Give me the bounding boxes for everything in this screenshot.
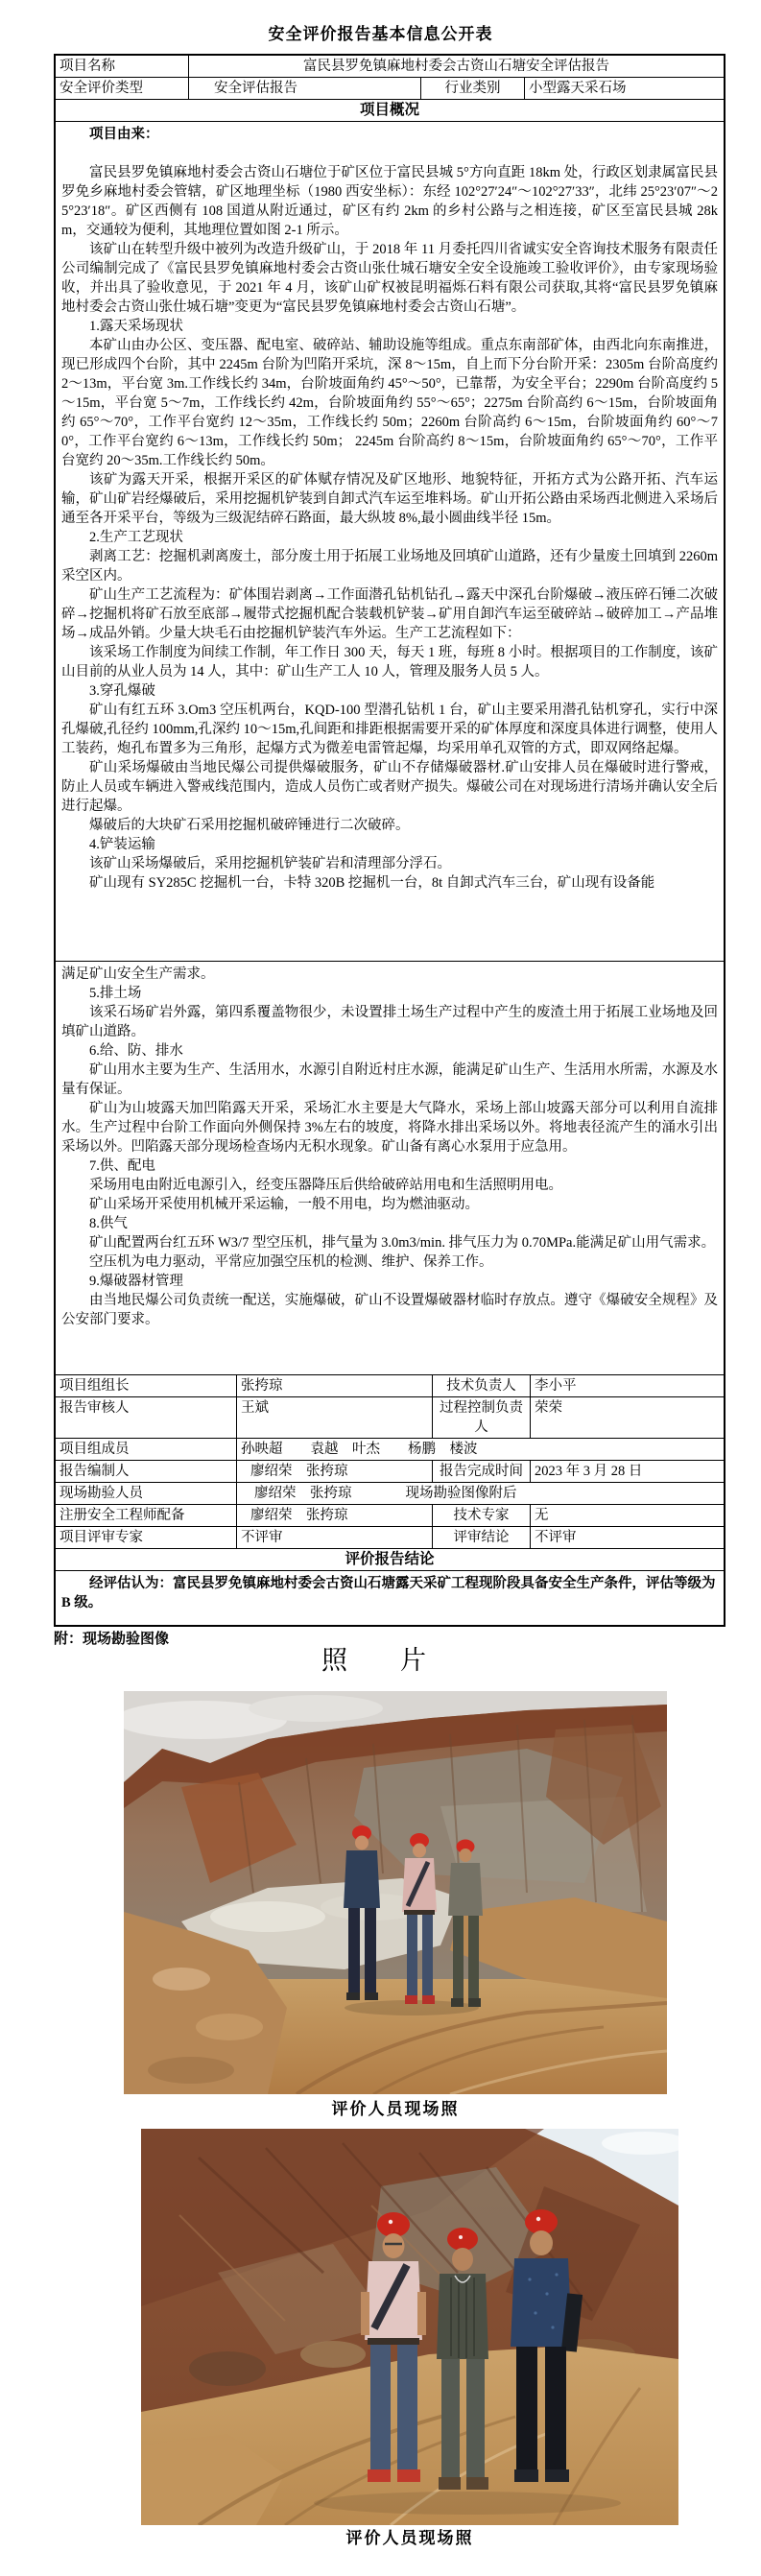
eval-type-value: 安全评估报告 <box>188 78 420 99</box>
table-row <box>56 1374 724 1396</box>
overview-paragraph: 空压机为电力驱动，平常应加强空压机的检测、维护、保养工作。 <box>89 1254 493 1270</box>
overview-paragraph: 4.铲装运输 <box>89 837 155 852</box>
team-members-label: 项目组成员 <box>59 1442 130 1457</box>
table-row <box>56 1438 724 1460</box>
attachment-note: 附：现场勘验图像 <box>54 1632 170 1647</box>
report-date-label: 报告完成时间 <box>432 1461 530 1482</box>
overview-paragraph: 矿山配置两台红五环 W3/7 型空压机，排气量为 3.0m3/min. 排气压力为 0.70MPa.能满足矿山用气需求。 <box>89 1235 716 1251</box>
overview-paragraph: 富民县罗免镇麻地村委会古资山石塘位于矿区位于富民县城 5°方向直距 18km 处，行政区划隶属富民县罗免乡麻地村委会管辖，矿区地理坐标（1980 西安坐标）：东经 102°27′24″～102°27′33″，北纬 25°23′07″～25°23′18″。矿区西侧有 108 国道从附近通过，矿区有约 2km 的乡村公路与之相连接，矿区至富民县城 28km，交通较为便利，其地理位置如图 2-1 所示。 <box>61 165 718 238</box>
photos-heading: 照 片 <box>321 1646 440 1675</box>
overview-paragraph: 本矿山由办公区、变压器、配电室、破碎站、辅助设施等组成。重点东南部矿体，由西北向东南推进，现已形成四个台阶，其中 2245m 台阶为凹陷开采坑，深 8～15m，自上而下分台阶开采：2305m 台阶高度约 2～13m，平台宽 3m.工作线长约 34m，台阶坡面角约 45°～50°，已靠帮，为安全平台；2290m 台阶高度约 5～15m，平台宽 5～7m，工作线长约 42m，台阶坡面角约 55°～65°；2275m 台阶高约 6～15m，台阶坡面角约 65°～70°，工作平台宽约 12～35m，工作线长约 50m；2260m 台阶高约 6～15m，台阶坡面角约 60°～70°，工作平台宽约 6～13m，工作线长约 50m； 2245m 台阶高约 8～15m，台阶坡面角约 65°～70°，工作平台宽约 20～35m.工作线长约 50m。 <box>61 338 718 468</box>
overview-section-header: 项目概况 <box>359 102 419 118</box>
overview-paragraph: 剥离工艺：挖掘机剥离废土，部分废土用于拓展工业场地及回填矿山道路，还有少量废土回填到 2260m 采空区内。 <box>61 549 718 584</box>
table-row <box>56 1460 724 1482</box>
overview-paragraph: 9.爆破器材管理 <box>89 1274 183 1289</box>
overview-paragraph: 矿山用水主要为生产、生活用水，水源引自附近村庄水源，能满足矿山生产、生活用水所需，水源及水量有保证。 <box>61 1062 718 1097</box>
report-author-label: 报告编制人 <box>59 1464 130 1479</box>
team-leader-label: 项目组组长 <box>59 1378 130 1394</box>
project-name-label: 项目名称 <box>59 59 115 74</box>
overview-paragraph: 5.排土场 <box>89 986 142 1001</box>
overview-paragraph: 矿山现有 SY285C 挖掘机一台，卡特 320B 挖掘机一台，8t 自卸式汽车三台，矿山现有设备能 <box>89 875 655 891</box>
review-conclusion-value: 不评审 <box>530 1527 724 1548</box>
overview-paragraph: 该矿为露天开采，根据开采区的矿体赋存情况及矿区地形、地貌特征，开拓方式为公路开拓、汽车运输，矿山矿岩经爆破后，采用挖掘机铲装到自卸式汽车运至堆料场。矿山开拓公路由采场西北侧进入采场后通至各开采平台，等级为三级泥结碎石路面，最大纵坡 8%,最小圆曲线半径 15m。 <box>61 472 718 526</box>
tech-expert-label: 技术专家 <box>432 1505 530 1526</box>
project-name-value: 富民县罗免镇麻地村委会古资山石塘安全评估报告 <box>188 56 724 77</box>
review-conclusion-label: 评审结论 <box>432 1527 530 1548</box>
overview-paragraph: 矿山采场爆破由当地民爆公司提供爆破服务，矿山不存储爆破器材.矿山安排人员在爆破时进行警戒，防止人员或车辆进入警戒线范围内，造成人员伤亡或者财产损失。爆破公司在对现场进行清场并确认安全后进行起爆。 <box>61 760 718 814</box>
evaluators-photo-illustration <box>141 2129 678 2525</box>
site-survey-note: 现场勘验图像附后 <box>405 1486 517 1501</box>
overview-paragraph: 满足矿山安全生产需求。 <box>61 966 215 982</box>
site-survey-photo-quarry <box>124 1691 667 2094</box>
overview-paragraph: 7.供、配电 <box>89 1158 155 1174</box>
overview-paragraph: 矿山有红五环 3.Om3 空压机两台，KQD-100 型潜孔钻机 1 台，矿山主要采用潜孔钻机穿孔，实行中深孔爆破,孔径约 100mm,孔深约 10～15m,孔间距和排距根据需要开采的矿体厚度和深度具体进行调整，使用人工装药，炮孔布置多为三角形，起爆方式为微差电雷管起爆，均采用单孔双管的方式，即双网络起爆。 <box>61 703 718 756</box>
table-row <box>56 1504 724 1526</box>
industry-label: 行业类别 <box>420 78 524 99</box>
site-survey-label: 现场勘验人员 <box>59 1486 143 1501</box>
conclusion-cell <box>56 1571 724 1625</box>
report-reviewer-label: 报告审核人 <box>59 1400 130 1416</box>
overview-paragraph: 由当地民爆公司负责统一配送，实施爆破，矿山不设置爆破器材临时存放点。遵守《爆破安全规程》及公安部门要求。 <box>61 1293 718 1327</box>
report-info-table <box>54 54 725 1627</box>
quarry-panorama-illustration <box>124 1691 667 2094</box>
conclusion-section-header: 评价报告结论 <box>345 1551 435 1567</box>
origin-label: 项目由来： <box>89 127 159 142</box>
process-control-label: 过程控制负责人 <box>432 1397 530 1438</box>
overview-paragraph: 8.供气 <box>89 1216 128 1231</box>
table-row <box>56 121 724 961</box>
safety-engineer-label: 注册安全工程师配备 <box>59 1508 185 1523</box>
overview-paragraph: 采场用电由附近电源引入，经变压器降压后供给破碎站用电和生活照明用电。 <box>89 1178 562 1193</box>
site-survey-value: 廖绍荣 张挎琼 <box>254 1486 352 1501</box>
photo-caption: 评价人员现场照 <box>331 2100 460 2118</box>
overview-paragraph: 3.穿孔爆破 <box>89 683 155 699</box>
team-leader-value: 张挎琼 <box>236 1375 432 1396</box>
overview-paragraph: 1.露天采场现状 <box>89 319 183 334</box>
site-survey-value-cell <box>236 1483 724 1504</box>
table-row <box>56 1526 724 1548</box>
conclusion-text: 经评估认为：富民县罗免镇麻地村委会古资山石塘露天采矿工程现阶段具备安全生产条件，评估等级为 B 级。 <box>61 1576 716 1610</box>
safety-engineer-value: 廖绍荣 张挎琼 <box>236 1505 432 1526</box>
report-reviewer-value: 王斌 <box>236 1397 432 1438</box>
tech-expert-value: 无 <box>530 1505 724 1526</box>
process-control-value: 荣荣 <box>530 1397 724 1438</box>
table-row <box>56 77 724 99</box>
tech-lead-label: 技术负责人 <box>432 1375 530 1396</box>
table-row <box>56 961 724 1374</box>
overview-paragraph: 该矿山采场爆破后，采用挖掘机铲装矿岩和清理部分浮石。 <box>89 856 451 871</box>
overview-paragraph: 该采石场矿岩外露，第四系覆盖物很少，未设置排土场生产过程中产生的废渣土用于拓展工业场地及回填矿山道路。 <box>61 1005 718 1039</box>
table-row <box>56 99 724 121</box>
overview-paragraph: 6.给、防、排水 <box>89 1043 183 1059</box>
report-author-value: 廖绍荣 张挎琼 <box>236 1461 432 1482</box>
table-row <box>56 1548 724 1570</box>
table-row <box>56 1396 724 1438</box>
overview-paragraph: 矿山采场开采使用机械开采运输，一般不用电，均为燃油驱动。 <box>89 1197 479 1212</box>
photo-caption: 评价人员现场照 <box>345 2529 474 2547</box>
tech-lead-value: 李小平 <box>530 1375 724 1396</box>
overview-paragraph: 该矿山在转型升级中被列为改造升级矿山，于 2018 年 11 月委托四川省诚实安全咨询技术服务有限责任公司编制完成了《富民县罗免镇麻地村委会古资山张仕城石塘安全安全设施竣工验收评价》，由专家现场验收，并出具了验收意见，于 2021 年 4 月，该矿山矿权被昆明福烁石料有限公司获取,其将“富民县罗免镇麻地村委会古资山张仕城石塘”变更为“富民县罗免镇麻地村委会古资山石塘”。 <box>61 242 718 315</box>
review-expert-value: 不评审 <box>236 1527 432 1548</box>
overview-paragraph: 爆破后的大块矿石采用挖掘机破碎锤进行二次破碎。 <box>89 818 410 833</box>
table-row <box>56 1482 724 1504</box>
overview-content-part1 <box>56 122 724 961</box>
overview-content-part2 <box>56 962 724 1374</box>
overview-paragraph: 矿山为山坡露天加凹陷露天开采，采场汇水主要是大气降水，采场上部山坡露天部分可以利用自流排水。生产过程中台阶工作面向外侧保持 3%左右的坡度，将降水排出采场以外。将地表径流产生的涌水引出采场以外。凹陷露天部分现场检查场内无积水现象。矿山备有离心水泵用于应急用。 <box>61 1101 718 1155</box>
team-members-value: 孙映超 袁越 叶杰 杨鹏 楼波 <box>236 1439 724 1460</box>
table-row <box>56 56 724 77</box>
report-date-value: 2023 年 3 月 28 日 <box>530 1461 724 1482</box>
review-expert-label: 项目评审专家 <box>59 1530 143 1545</box>
page-title: 安全评价报告基本信息公开表 <box>268 25 493 43</box>
industry-value: 小型露天采石场 <box>524 78 724 99</box>
evaluators-site-photo <box>141 2129 678 2525</box>
overview-paragraph: 矿山生产工艺流程为：矿体围岩剥离→工作面潜孔钻机钻孔→露天中深孔台阶爆破→液压碎石锤二次破碎→挖掘机将矿石放至底部→履带式挖掘机配合装载机铲装→矿用自卸汽车运至破碎站→破碎加工→产品堆场→成品外销。少量大块毛石由挖掘机铲装汽车外运。生产工艺流程如下： <box>61 587 718 641</box>
table-row <box>56 1570 724 1625</box>
eval-type-label: 安全评价类型 <box>59 81 143 96</box>
overview-paragraph: 该采场工作制度为间续工作制，年工作日 300 天，每天 1 班，每班 8 小时。根据项目的工作制度，该矿山目前的从业人员为 14 人，其中：矿山生产工人 10 人，管理及服务人员 5 人。 <box>61 645 718 680</box>
overview-paragraph: 2.生产工艺现状 <box>89 530 183 545</box>
